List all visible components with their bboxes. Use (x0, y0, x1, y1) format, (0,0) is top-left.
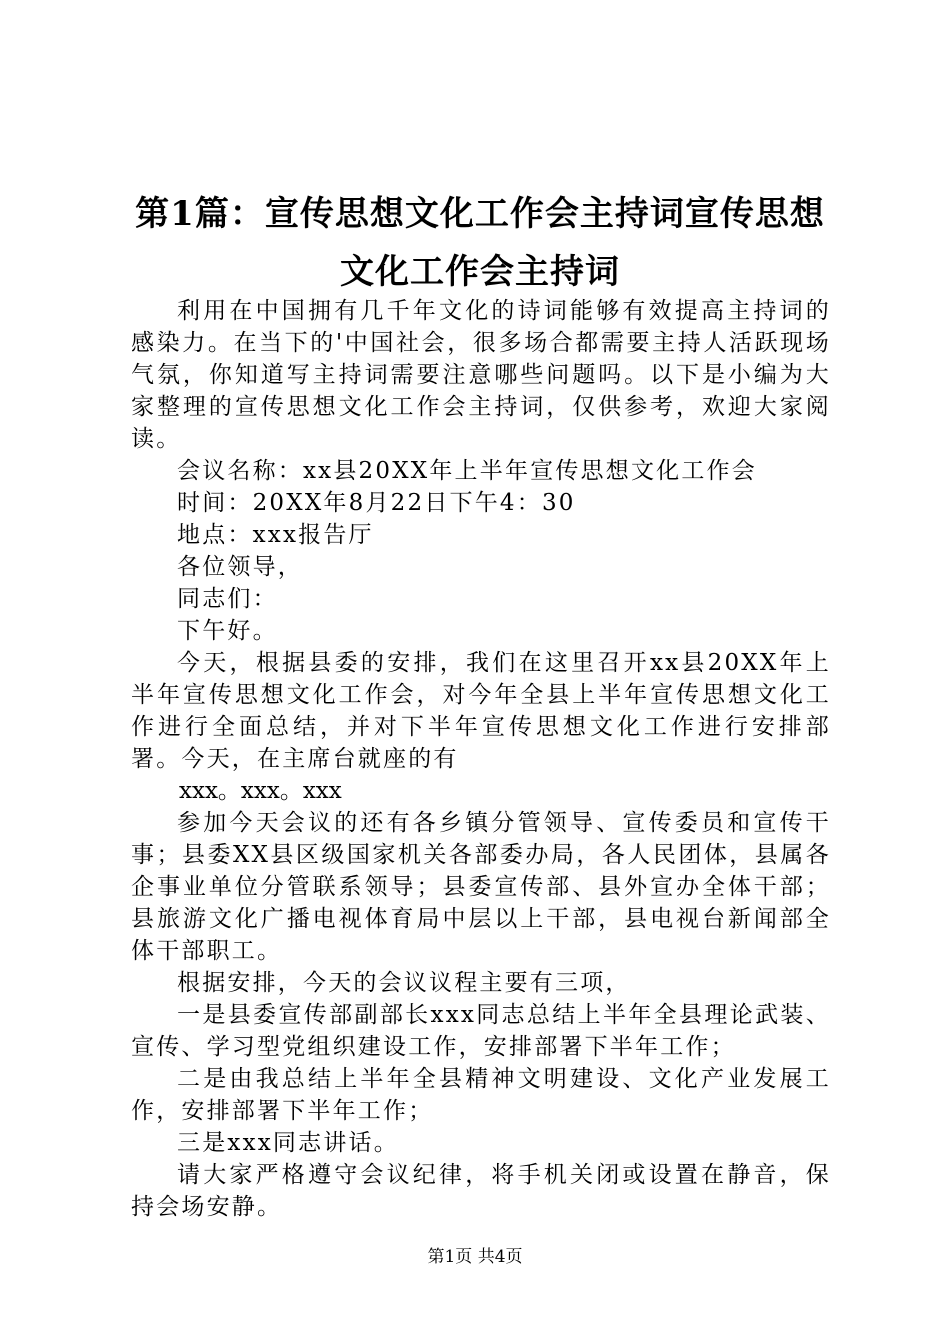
paragraph-agenda-intro: 根据安排，今天的会议议程主要有三项， (177, 970, 631, 996)
paragraph-meeting-location: 地点：xxx报告厅 (177, 522, 374, 548)
paragraph-greeting-leaders: 各位领导， (177, 554, 303, 580)
paragraph-opening: 今天，根据县委的安排，我们在这里召开xx县20XX年上半年宣传思想文化工作会，对今年全县上半年宣传思想文化工作进行全面总结，并对下半年宣传思想文化工作进行安排部署。今天，在主席台就座的有 (131, 650, 831, 772)
document-body (131, 295, 831, 1223)
paragraph-meeting-name: 会议名称：xx县20XX年上半年宣传思想文化工作会 (177, 458, 757, 484)
paragraph-discipline: 请大家严格遵守会议纪律，将手机关闭或设置在静音，保持会场安静。 (131, 1162, 831, 1220)
paragraph-agenda-item-1: 一是县委宣传部副部长xxx同志总结上半年全县理论武装、宣传、学习型党组织建设工作，安排部署下半年工作； (131, 1002, 831, 1060)
document-title-line-1: 第1篇：宣传思想文化工作会主持词宣传思想 (135, 194, 825, 234)
paragraph-agenda-item-3: 三是xxx同志讲话。 (177, 1130, 399, 1156)
paragraph-attendees: 参加今天会议的还有各乡镇分管领导、宣传委员和宣传干事；县委XX县区级国家机关各部委办局，各人民团体，县属各企事业单位分管联系领导；县委宣传部、县外宣办全体干部；县旅游文化广播电视体育局中层以上干部，县电视台新闻部全体干部职工。 (131, 810, 831, 964)
paragraph-intro: 利用在中国拥有几千年文化的诗词能够有效提高主持词的感染力。在当下的'中国社会，很多场合都需要主持人活跃现场气氛，你知道写主持词需要注意哪些问题吗。以下是小编为大家整理的宣传思想文化工作会主持词，仅供参考，欢迎大家阅读。 (131, 298, 831, 452)
paragraph-podium-names: xxx。xxx。xxx (179, 778, 342, 804)
paragraph-greeting-comrades: 同志们： (177, 586, 278, 612)
paragraph-good-afternoon: 下午好。 (177, 618, 278, 644)
document-title-line-2: 文化工作会主持词 (340, 252, 620, 292)
paragraph-agenda-item-2: 二是由我总结上半年全县精神文明建设、文化产业发展工作，安排部署下半年工作； (131, 1066, 831, 1124)
page-footer: 第1页 共4页 (427, 1247, 523, 1267)
paragraph-meeting-time: 时间：20XX年8月22日下午4：30 (177, 490, 576, 516)
